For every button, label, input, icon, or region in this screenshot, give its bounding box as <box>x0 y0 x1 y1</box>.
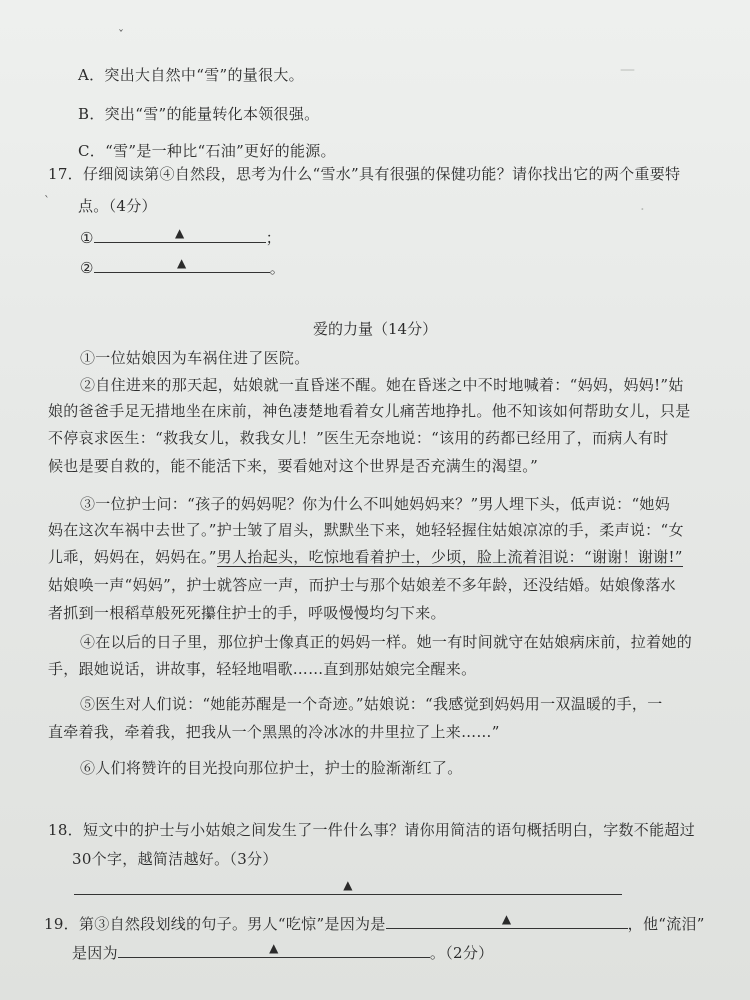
pen-mark: ˋ <box>44 194 50 208</box>
answer-marker-icon: ▲ <box>501 912 512 926</box>
bleed-through-text: — <box>620 60 635 78</box>
answer-blank-17-1[interactable] <box>94 226 266 243</box>
question-18-line1: 18．短文中的护士与小姑娘之间发生了一件什么事？请你用简洁的语句概括明白，字数不能超过 <box>48 821 695 839</box>
bleed-through-text: · <box>640 200 645 218</box>
option-c: C．“雪”是一种比“石油”更好的能源。 <box>78 142 336 160</box>
question-19-text: 19．第③自然段划线的句子。男人“吃惊”是因为是 <box>44 915 386 933</box>
paragraph-3-text: 儿乖，妈妈在，妈妈在。” <box>48 548 217 566</box>
answer-label-2: ② <box>80 259 94 277</box>
question-19-text: ，他“流泪” <box>627 915 705 933</box>
answer-line-17-2 <box>80 256 285 279</box>
paragraph-3-line4: 姑娘唤一声“妈妈”，护士就答应一声，而护士与那个姑娘差不多年龄，还没结婚。姑娘像落水 <box>48 576 676 594</box>
paragraph-3-line2: 妈在这次车祸中去世了。”护士皱了眉头，默默坐下来，她轻轻握住姑娘凉凉的手，柔声说：“女 <box>48 521 684 539</box>
answer-blank-19-2[interactable] <box>118 941 430 958</box>
answer-marker-icon: ▲ <box>174 226 185 240</box>
paragraph-3-line1: ③一位护士问：“孩子的妈妈呢？你为什么不叫她妈妈来？”男人埋下头，低声说：“她妈 <box>80 495 671 513</box>
answer-blank-19-1[interactable] <box>386 912 628 929</box>
question-19-text: 是因为 <box>72 944 118 962</box>
answer-marker-icon: ▲ <box>343 878 353 892</box>
paragraph-5-line1: ⑤医生对人们说：“她能苏醒是一个奇迹。”姑娘说：“我感觉到妈妈用一双温暖的手，一 <box>80 695 663 713</box>
paragraph-3-line3 <box>48 546 683 568</box>
answer-marker-icon: ▲ <box>269 941 279 955</box>
option-a: A．突出大自然中“雪”的量很大。 <box>78 66 304 84</box>
paragraph-4-line2: 手，跟她说话，讲故事，轻轻地唱歌……直到那姑娘完全醒来。 <box>48 660 477 678</box>
paragraph-1: ①一位姑娘因为车祸住进了医院。 <box>80 349 310 367</box>
paragraph-6: ⑥人们将赞许的目光投向那位护士，护士的脸渐渐红了。 <box>80 759 463 777</box>
paragraph-2-line4: 候也是要自救的，能不能活下来，要看她对这个世界是否充满生的渴望。” <box>48 457 539 475</box>
answer-punct: 。 <box>269 259 286 277</box>
answer-label-1: ① <box>80 229 94 247</box>
question-19-line2 <box>72 941 493 964</box>
answer-blank-17-2[interactable] <box>94 256 270 273</box>
question-19-line1 <box>44 912 705 935</box>
answer-line-17-1 <box>80 226 281 249</box>
answer-line-18 <box>74 878 622 901</box>
paragraph-3-line5: 者抓到一根稻草般死死攥住护士的手，呼吸慢慢均匀下来。 <box>48 604 446 622</box>
paragraph-2-line3: 不停哀求医生：“救我女儿，救我女儿！”医生无奈地说：“该用的药都已经用了，而病人有时 <box>48 429 669 447</box>
paragraph-2-line2: 娘的爸爸手足无措地坐在床前，神色凄楚地看着女儿痛苦地挣扎。他不知该如何帮助女儿，只是 <box>48 402 691 420</box>
answer-blank-18[interactable] <box>74 878 622 895</box>
question-18-line2: 30个字，越简洁越好。（3分） <box>72 850 278 868</box>
answer-marker-icon: ▲ <box>176 256 187 270</box>
question-17-line1: 17．仔细阅读第④自然段，思考为什么“雪水”具有很强的保健功能？请你找出它的两个重要特 <box>48 165 681 183</box>
option-b: B．突出“雪”的能量转化本领很强。 <box>78 105 320 123</box>
pen-mark: ˇ <box>118 28 124 42</box>
underlined-sentence: 男人抬起头，吃惊地看着护士，少顷，脸上流着泪说：“谢谢！谢谢!” <box>216 548 683 566</box>
question-17-line2: 点。（4分） <box>78 197 157 215</box>
passage-title: 爱的力量（14分） <box>313 320 438 338</box>
paragraph-4-line1: ④在以后的日子里，那位护士像真正的妈妈一样。她一有时间就守在姑娘病床前，拉着她的 <box>80 633 693 651</box>
question-19-text: 。（2分） <box>429 944 494 962</box>
answer-punct: ； <box>265 229 282 247</box>
paragraph-5-line2: 直牵着我，牵着我，把我从一个黑黑的冷冰冰的井里拉了上来……” <box>48 723 500 741</box>
paragraph-2-line1: ②自住进来的那天起，姑娘就一直昏迷不醒。她在昏迷之中不时地喊着：“妈妈，妈妈!”姑 <box>80 376 684 394</box>
